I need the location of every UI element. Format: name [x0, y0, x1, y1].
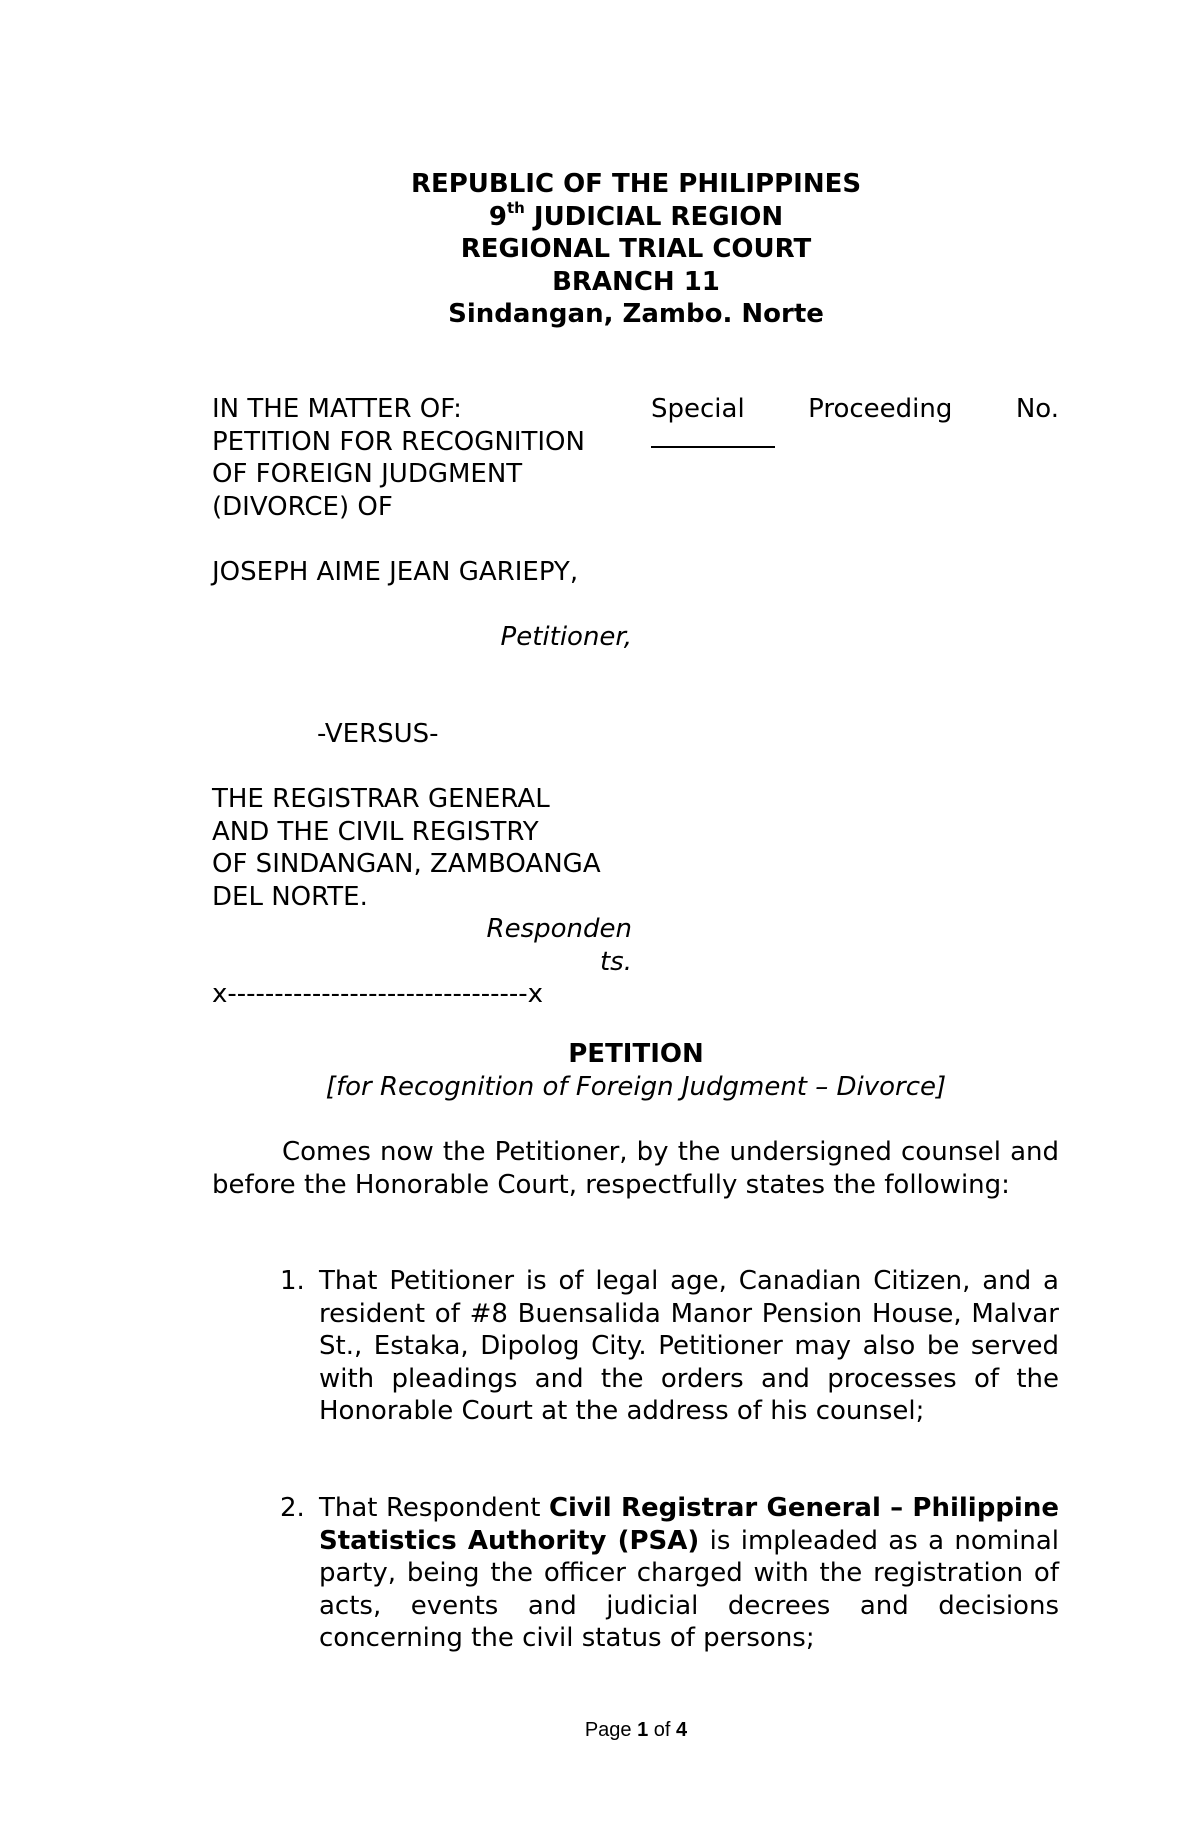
versus: -VERSUS-: [317, 719, 439, 749]
case-number-blank: [651, 426, 775, 448]
respondent-line: DEL NORTE.: [212, 881, 368, 912]
special-proceeding-number: Special Proceeding No.: [651, 394, 1059, 424]
petitioner-name: JOSEPH AIME JEAN GARIEPY,: [212, 556, 579, 587]
header-location: Sindangan, Zambo. Norte: [448, 299, 824, 329]
list-item-number: 1.: [280, 1266, 305, 1296]
header-republic: REPUBLIC OF THE PHILIPPINES: [410, 169, 862, 199]
respondent-label: Responden: [486, 914, 632, 944]
title-sub: [for Recognition of Foreign Judgment – Divorce]: [325, 1071, 947, 1102]
petitioner-label: Petitioner,: [500, 621, 632, 652]
caption-petition-line: (DIVORCE) OF: [212, 491, 393, 522]
list-item-text: That Petitioner is of legal age, Canadian Citizen, and a resident of #8 Buensalida Manor Pension House, Malvar St., Estaka, Dipolog City. Petitioner may also be served with pleadings and the orders and processes of the Honorable Court at the address of his counsel;: [319, 1266, 1059, 1426]
caption-petition-line: OF FOREIGN JUDGMENT: [212, 459, 523, 489]
case-caption-right: [651, 393, 1059, 448]
list-item: [280, 1492, 1059, 1655]
respondent-label: ts.: [599, 946, 632, 977]
petition-title: [0, 1038, 1200, 1103]
respondent-agency: Civil Registrar General – Philippine Statistics Authority (PSA): [319, 1493, 1059, 1556]
total-pages: 4: [676, 1719, 688, 1741]
list-item-text: That Respondent Civil Registrar General – Philippine Statistics Authority (PSA) is impleaded as a nominal party, being the officer charged with the registration of acts, events and judicial decrees and decisions concerning the civil status of persons;: [319, 1493, 1059, 1653]
list-item: [280, 1265, 1059, 1428]
page-footer: Page 1 of 4: [584, 1719, 688, 1741]
caption-petition-line: PETITION FOR RECOGNITION: [212, 426, 585, 457]
list-item-number: 2.: [280, 1493, 305, 1523]
header-branch: BRANCH 11: [552, 266, 720, 297]
court-header: [0, 168, 1200, 331]
current-page: 1: [637, 1719, 649, 1741]
respondent-line: OF SINDANGAN, ZAMBOANGA: [212, 849, 601, 879]
intro-paragraph: Comes now the Petitioner, by the undersigned counsel and before the Honorable Court, respectfully states the following:: [212, 1137, 1059, 1200]
caption-separator: x--------------------------------x: [212, 979, 543, 1009]
case-caption-left: [212, 393, 632, 978]
respondent-line: AND THE CIVIL REGISTRY: [212, 816, 539, 847]
header-court: REGIONAL TRIAL COURT: [460, 234, 812, 264]
respondent-line: THE REGISTRAR GENERAL: [212, 784, 550, 814]
title-main: PETITION: [568, 1039, 704, 1069]
header-region: 9th JUDICIAL REGION: [488, 198, 784, 232]
caption-matter: IN THE MATTER OF:: [212, 394, 462, 424]
